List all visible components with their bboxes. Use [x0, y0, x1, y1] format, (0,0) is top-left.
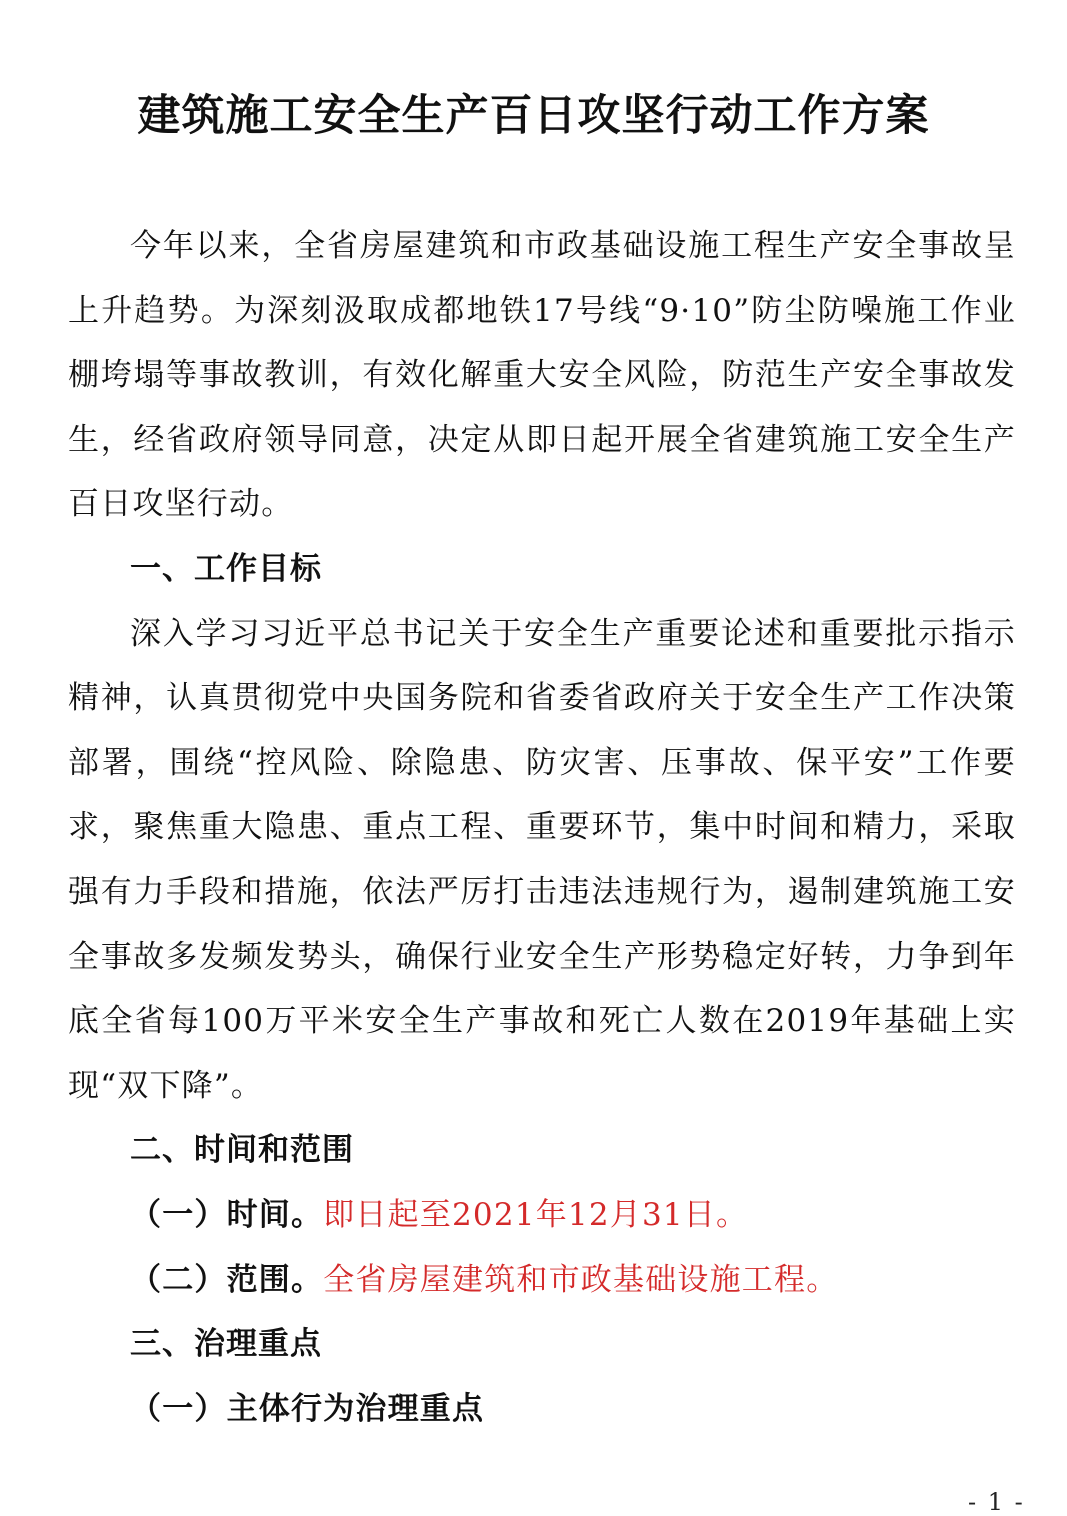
scope-line	[68, 1248, 1016, 1313]
section-heading-time-scope: 二、时间和范围	[130, 1132, 354, 1169]
time-value: 即日起至2021年12月31日。	[323, 1196, 749, 1233]
intro-paragraph: 今年以来，全省房屋建筑和市政基础设施工程生产安全事故呈上升趋势。为深刻汲取成都地铁17号线“9·10”防尘防噪施工作业棚垮塌等事故教训，有效化解重大安全风险，防范生产安全事故发生，经省政府领导同意，决定从即日起开展全省建筑施工安全生产百日攻坚行动。	[68, 228, 1016, 523]
subsection-label: （一）主体行为治理重点	[130, 1390, 485, 1427]
scope-label: （二）范围。	[130, 1261, 324, 1298]
section-heading-focus: 三、治理重点	[130, 1326, 322, 1363]
time-line	[68, 1183, 1016, 1248]
section-heading-goals: 一、工作目标	[130, 550, 322, 587]
time-label: （一）时间。	[130, 1196, 324, 1233]
scope-value: 全省房屋建筑和市政基础设施工程。	[323, 1261, 839, 1298]
subsection-heading-behavior	[68, 1377, 1016, 1442]
page-number: - 1 -	[968, 1488, 1025, 1516]
document-body	[68, 214, 1016, 1441]
goals-paragraph: 深入学习习近平总书记关于安全生产重要论述和重要批示指示精神，认真贯彻党中央国务院和省委省政府关于安全生产工作决策部署，围绕“控风险、除隐患、防灾害、压事故、保平安”工作要求，聚焦重大隐患、重点工程、重要环节，集中时间和精力，采取强有力手段和措施，依法严厉打击违法违规行为，遏制建筑施工安全事故多发频发势头，确保行业安全生产形势稳定好转，力争到年底全省每100万平米安全生产事故和死亡人数在2019年基础上实现“双下降”。	[68, 615, 1016, 1104]
document-title: 建筑施工安全生产百日攻坚行动工作方案	[137, 91, 930, 141]
